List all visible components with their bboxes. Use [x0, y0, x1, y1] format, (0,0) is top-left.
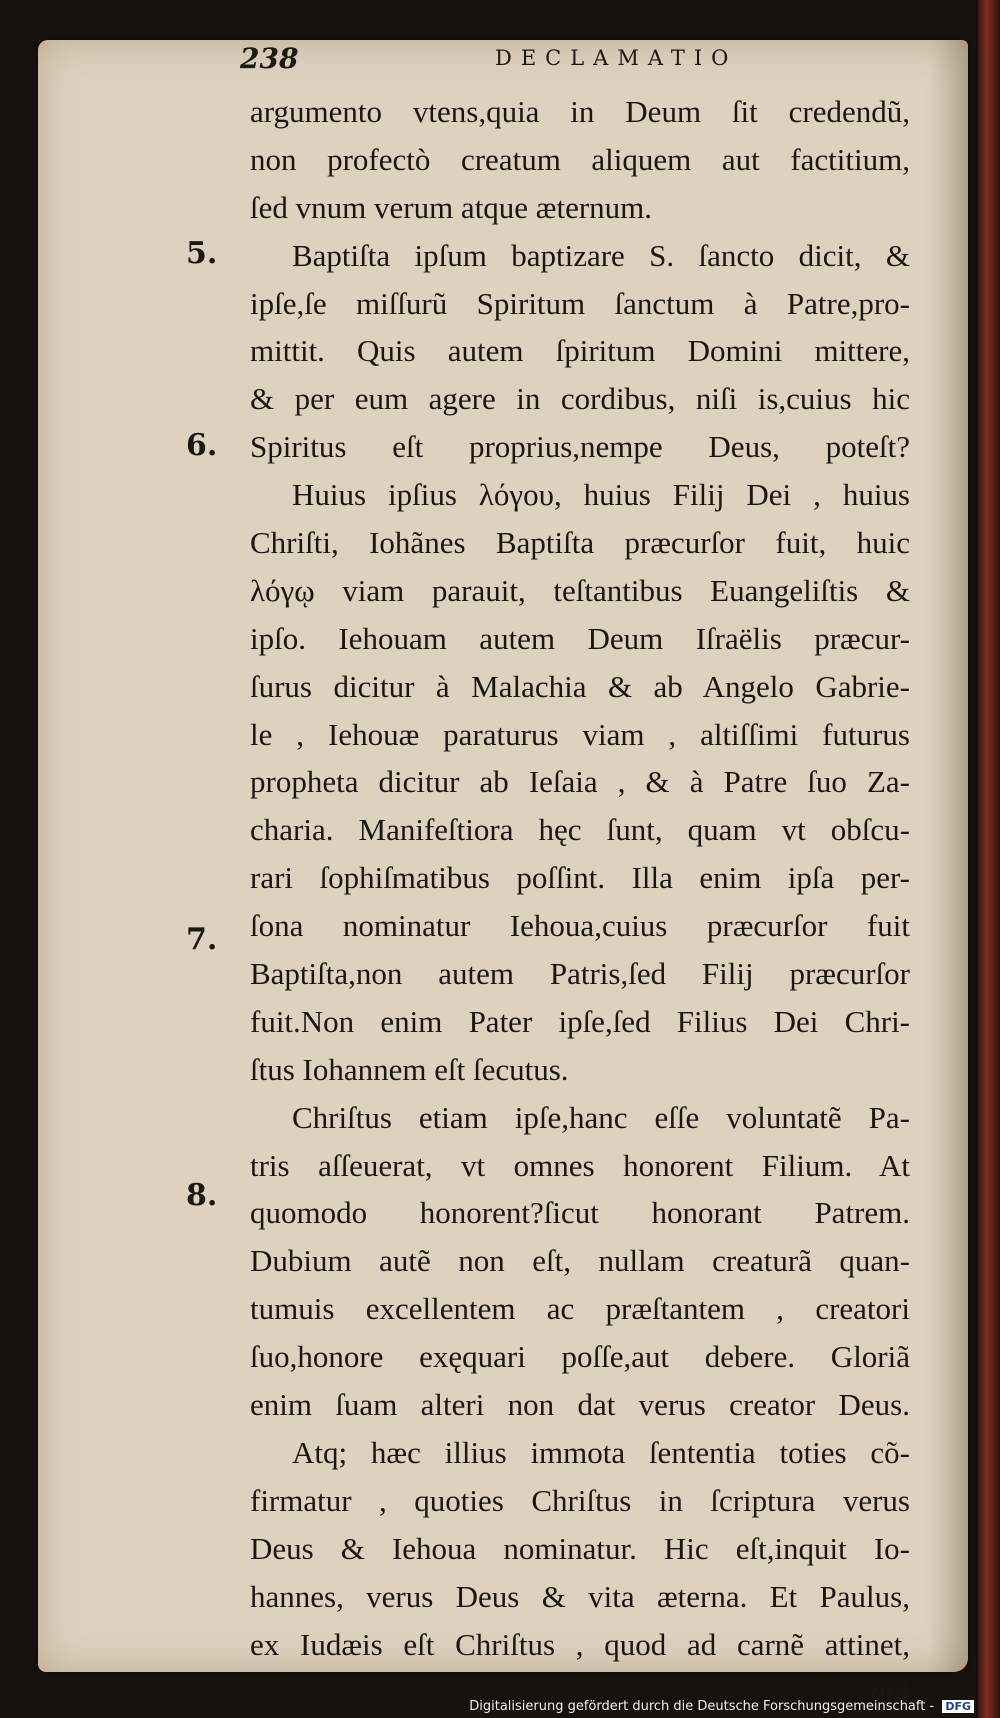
text-line: non profectò creatum aliquem aut factitium, — [250, 141, 910, 177]
text-line: argumento vtens,quia in Deum ſit credendũ, — [250, 94, 910, 129]
text-line: ſtus Iohannem eſt ſecutus. — [250, 1051, 569, 1087]
text-line: charia. Manifeſtiora hęc ſunt, quam vt obſcu- — [250, 812, 910, 848]
text-line: Chriſti, Iohãnes Baptiſta præcurſor fuit, huic — [250, 525, 910, 561]
catchword: qui — [870, 1674, 910, 1710]
text-line: ex Iudæis eſt Chriſtus , quod ad carnẽ attinet, — [250, 1626, 910, 1662]
running-head — [0, 42, 1000, 82]
text-line: hannes, verus Deus & vita æterna. Et Paulus, — [250, 1578, 910, 1614]
text-line: quomodo honorent?ſicut honorant Patrem. — [250, 1195, 910, 1231]
marginal-number-6: 6. — [186, 428, 218, 463]
text-line: fuit.Non enim Pater ipſe,ſed Filius Dei Chri- — [250, 1003, 910, 1039]
text-line: rari ſophiſmatibus poſſint. Illa enim ipſa per- — [250, 860, 910, 896]
text-line: & per eum agere in cordibus, niſi is,cuius hic — [250, 381, 910, 417]
text-line: Baptiſta ipſum baptizare S. ſancto dicit, & — [292, 237, 910, 273]
marginal-number-7: 7. — [186, 922, 218, 957]
text-line: firmatur , quoties Chriſtus in ſcriptura verus — [250, 1482, 910, 1518]
text-line: tumuis excellentem ac præſtantem , creatori — [250, 1291, 910, 1327]
text-line: propheta dicitur ab Ieſaia , & à Patre ſuo Za- — [250, 764, 910, 800]
text-line: Dubium autẽ non eſt, nullam creaturã quan- — [250, 1243, 910, 1279]
text-line: enim ſuam alteri non dat verus creator Deus. — [250, 1387, 910, 1423]
page-number: 238 — [240, 42, 299, 75]
text-line: Baptiſta,non autem Patris,ſed Filij præcurſor — [250, 956, 910, 992]
marginal-number-5: 5. — [186, 236, 218, 271]
text-line: ſuo,honore exęquari poſſe,aut debere. Gloriã — [250, 1339, 910, 1375]
text-line: ipſe,ſe miſſurũ Spiritum ſanctum à Patre,pro- — [250, 285, 910, 321]
text-line: ipſo. Iehouam autem Deum Iſraëlis præcur- — [250, 620, 910, 656]
text-line: ſurus dicitur à Malachia & ab Angelo Gabrie- — [250, 668, 910, 704]
text-line: Deus & Iehoua nominatur. Hic eſt,inquit Io- — [250, 1530, 910, 1566]
body-text — [250, 88, 910, 1716]
text-line: λόγῳ viam parauit, teſtantibus Euangeliſtis & — [250, 572, 910, 608]
text-line: tris aſſeuerat, vt omnes honorent Filium. At — [250, 1147, 910, 1183]
digitization-credit — [469, 1699, 974, 1714]
text-line: le , Iehouæ paraturus viam , altiſſimi futurus — [250, 716, 910, 752]
dfg-logo: DFG — [942, 1700, 974, 1713]
text-line: Spiritus eſt proprius,nempe Deus, poteſt? — [250, 429, 910, 465]
running-title: DECLAMATIO — [495, 46, 738, 70]
text-line: ſona nominatur Iehoua,cuius præcurſor fuit — [250, 908, 910, 944]
text-line: mittit. Quis autem ſpiritum Domini mittere, — [250, 333, 910, 369]
credit-text: Digitalisierung gefördert durch die Deutsche Forschungsgemeinschaft - — [469, 1699, 935, 1714]
book-binding-edge — [978, 0, 1000, 1718]
text-line: ſed vnum verum atque æternum. — [250, 189, 653, 225]
text-line: Atq; hæc illius immota ſententia toties cõ- — [292, 1434, 910, 1470]
text-line: Huius ipſius λόγου, huius Filij Dei , huius — [292, 477, 910, 513]
marginal-number-8: 8. — [186, 1178, 218, 1213]
text-line: Chriſtus etiam ipſe,hanc eſſe voluntatẽ Pa- — [292, 1099, 910, 1135]
